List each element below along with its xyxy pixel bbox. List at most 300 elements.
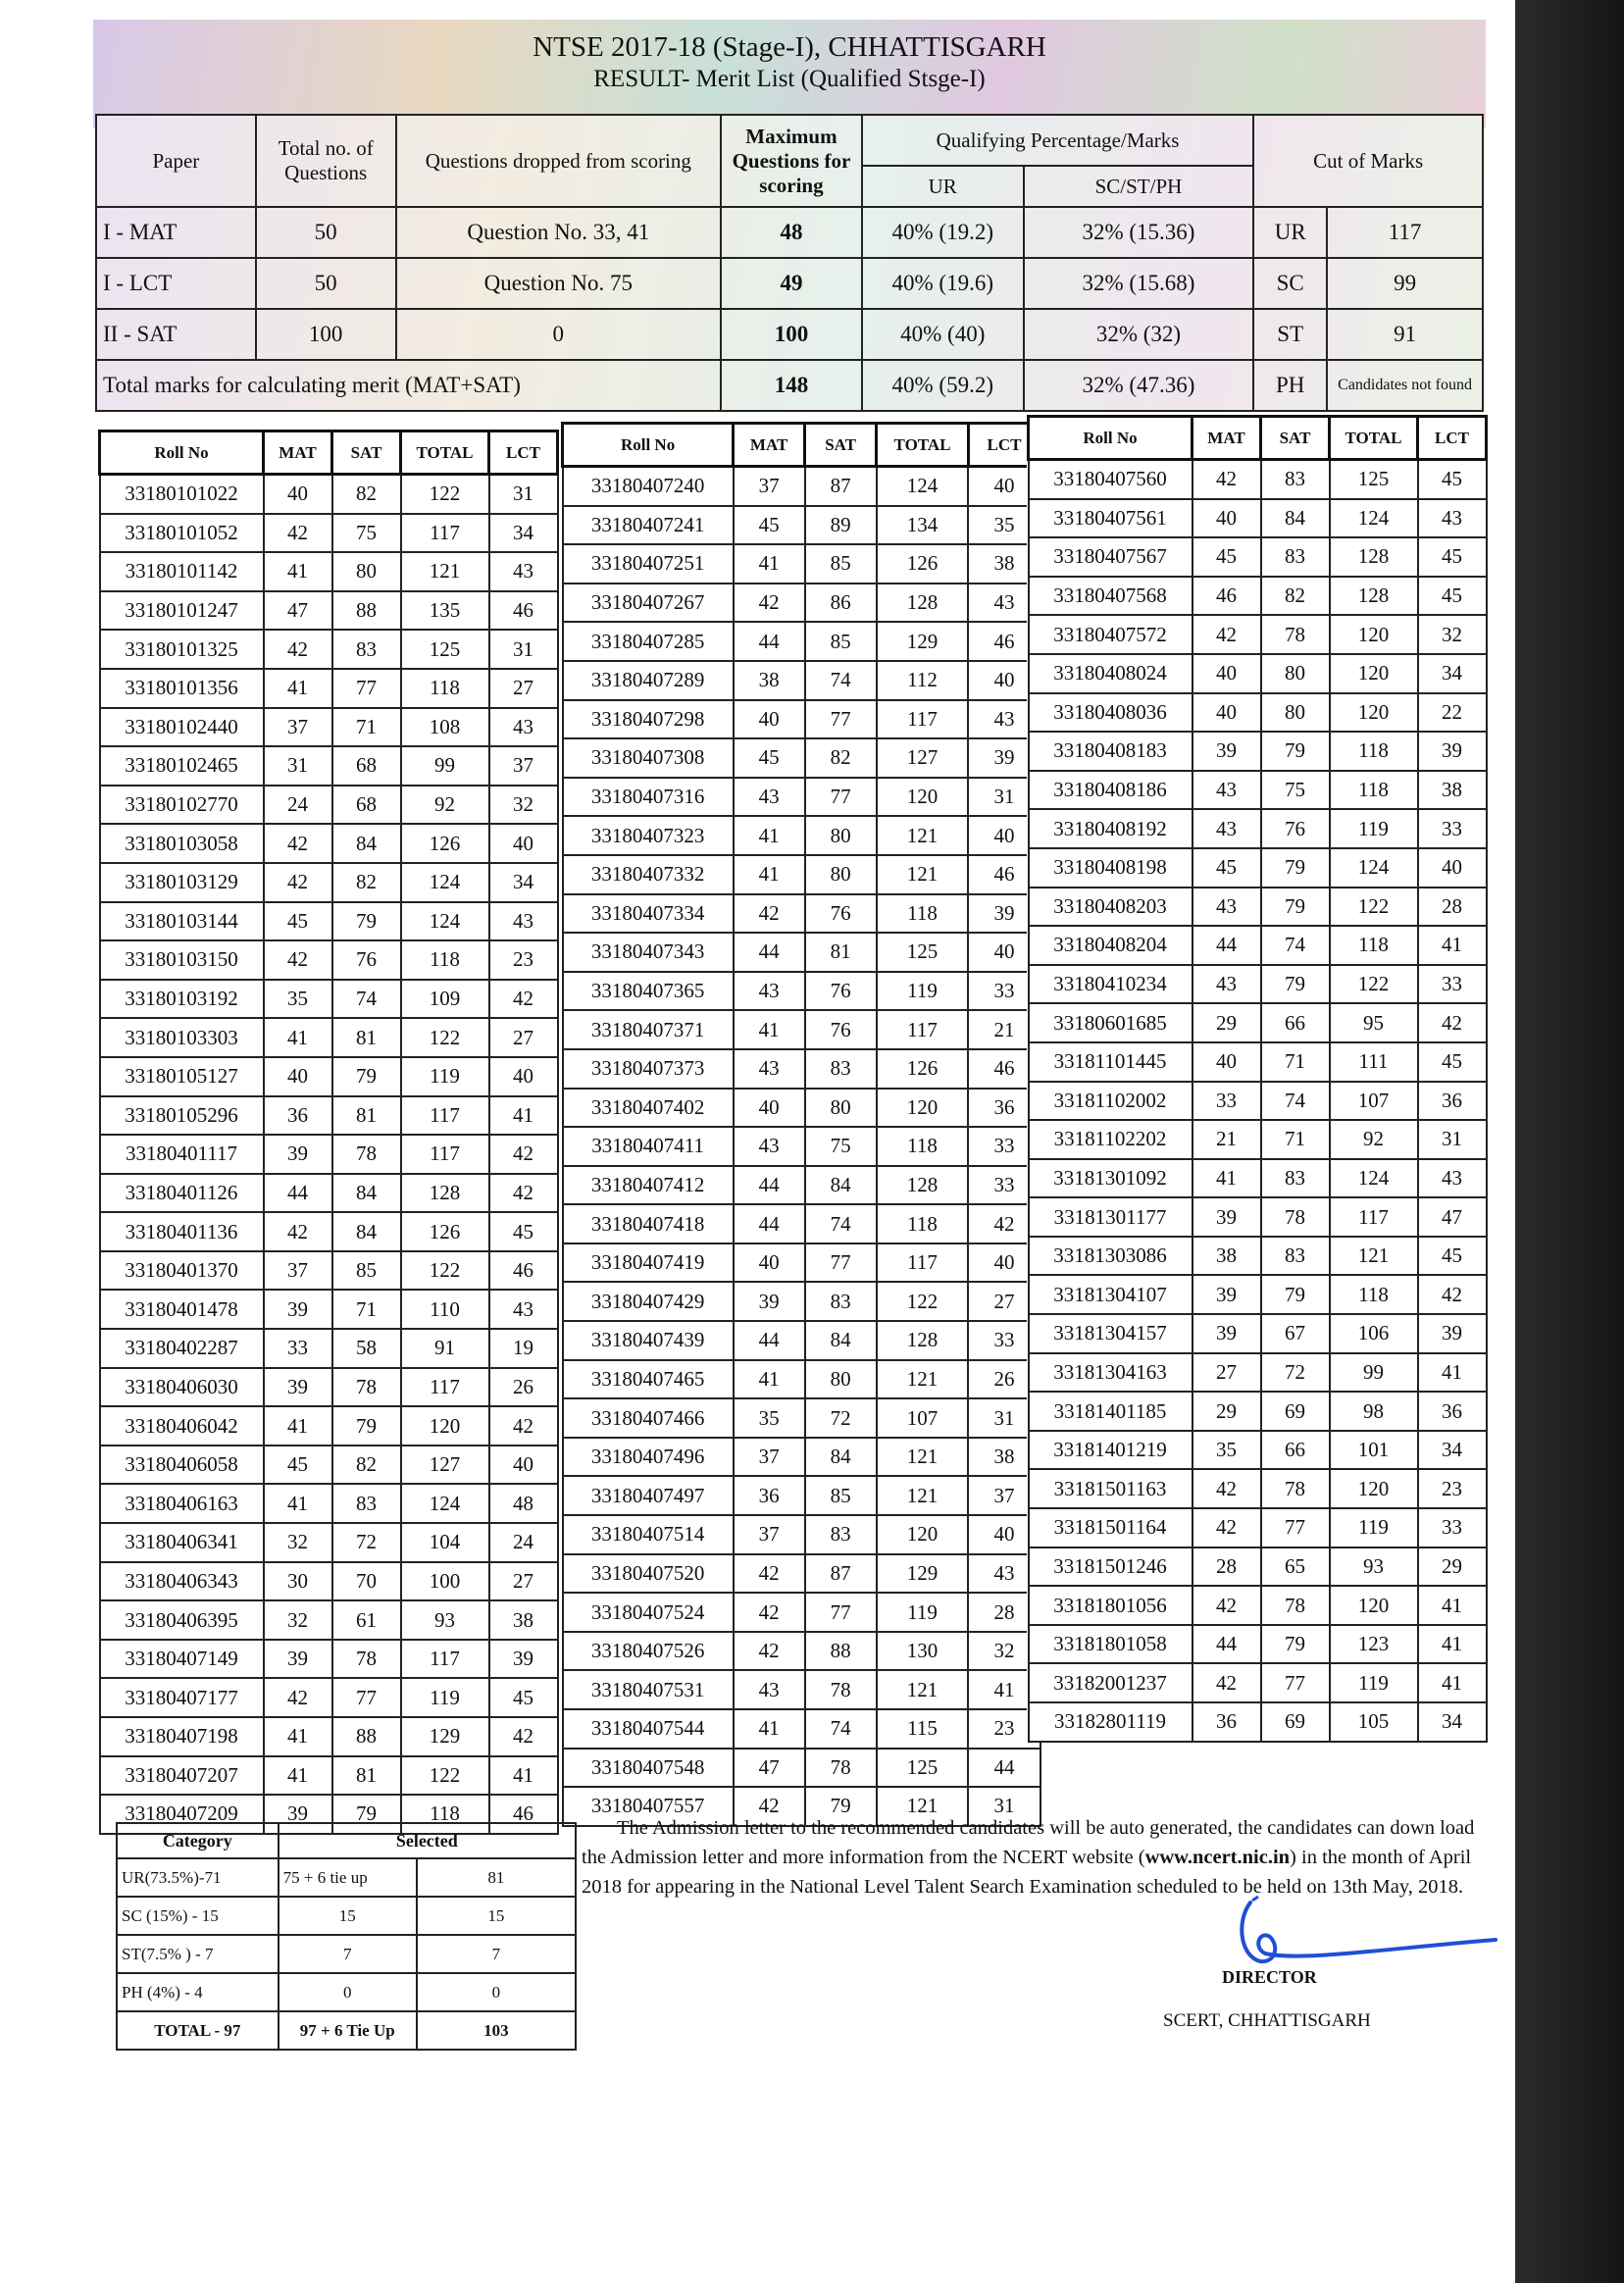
sat-score: 78 [1261, 1586, 1330, 1625]
sat-score: 78 [332, 1135, 401, 1174]
lct-score: 36 [1418, 1082, 1487, 1121]
table-row [100, 630, 558, 669]
merit-header-row [563, 424, 1040, 467]
table-row [1029, 732, 1487, 771]
sat-score: 78 [805, 1749, 877, 1788]
mat-score: 28 [1193, 1547, 1261, 1587]
mat-score: 36 [264, 1096, 332, 1136]
document-title: NTSE 2017-18 (Stage-I), CHHATTISGARH [533, 31, 1046, 63]
merit-header-row [1029, 417, 1487, 460]
mat-score: 47 [264, 591, 332, 631]
sat-score: 79 [805, 1787, 877, 1826]
mat-score: 38 [1193, 1237, 1261, 1276]
table-row [1029, 1042, 1487, 1082]
table-row [100, 1523, 558, 1562]
lct-score: 40 [968, 933, 1040, 972]
sat-score: 77 [805, 1243, 877, 1283]
roll-no: 33180407177 [100, 1678, 264, 1717]
total-score: 129 [401, 1717, 489, 1756]
dropped-questions: 0 [396, 309, 721, 360]
sat-score: 83 [805, 1049, 877, 1089]
sat-score: 83 [332, 630, 401, 669]
mat-score: 39 [1193, 1314, 1261, 1353]
total-score: 98 [1330, 1392, 1418, 1431]
total-score: 122 [401, 1251, 489, 1291]
lct-score: 46 [968, 1049, 1040, 1089]
sat-score: 71 [332, 1290, 401, 1329]
cutoff-category: SC [1253, 258, 1327, 309]
total-score: 134 [877, 506, 969, 545]
table-row [563, 1321, 1040, 1360]
roll-no: 33181102202 [1029, 1120, 1193, 1159]
sat-score: 79 [1261, 848, 1330, 888]
category-total-count: 103 [417, 2011, 576, 2050]
table-row [1029, 809, 1487, 848]
total-score: 122 [1330, 965, 1418, 1004]
lct-score: 43 [489, 1290, 558, 1329]
roll-no: 33180103192 [100, 980, 264, 1019]
table-row [563, 1476, 1040, 1515]
roll-no: 33180407560 [1029, 460, 1193, 499]
roll-no: 33180103150 [100, 940, 264, 980]
table-row [563, 661, 1040, 700]
total-max: 148 [721, 360, 862, 411]
mat-score: 30 [264, 1562, 332, 1601]
mat-score: 41 [734, 1360, 805, 1399]
total-score: 118 [877, 1127, 969, 1166]
lct-score: 37 [489, 746, 558, 786]
qualifying-scstph: 32% (15.36) [1024, 207, 1254, 258]
mat-score: 39 [264, 1640, 332, 1679]
table-row [563, 1282, 1040, 1321]
lct-score: 31 [489, 475, 558, 514]
total-score: 120 [877, 1515, 969, 1554]
total-score: 120 [401, 1406, 489, 1446]
category-count: 0 [417, 1973, 576, 2011]
mat-score: 42 [264, 514, 332, 553]
ncert-website-link[interactable]: www.ncert.nic.in [1144, 1847, 1291, 1868]
table-row [1029, 1237, 1487, 1276]
sat-score: 79 [1261, 888, 1330, 927]
sat-score: 83 [1261, 460, 1330, 499]
table-row [100, 1174, 558, 1213]
roll-no: 33180407544 [563, 1709, 734, 1749]
sat-score: 75 [332, 514, 401, 553]
roll-no: 33180401117 [100, 1135, 264, 1174]
roll-no: 33180407198 [100, 1717, 264, 1756]
mat-score: 21 [1193, 1120, 1261, 1159]
header-total-questions: Total no. of Questions [256, 115, 396, 207]
lct-score: 46 [489, 591, 558, 631]
sat-score: 85 [332, 1251, 401, 1291]
roll-no: 33181101445 [1029, 1042, 1193, 1082]
lct-score: 40 [1418, 848, 1487, 888]
sat-score: 81 [332, 1018, 401, 1057]
sat-score: 78 [332, 1368, 401, 1407]
total-score: 127 [877, 738, 969, 778]
roll-no: 33180407572 [1029, 615, 1193, 654]
mat-score: 42 [1193, 615, 1261, 654]
sat-score: 79 [1261, 965, 1330, 1004]
sat-score: 74 [805, 661, 877, 700]
mat-score: 42 [1193, 1663, 1261, 1702]
roll-no: 33180408183 [1029, 732, 1193, 771]
category-total-selected: 97 + 6 Tie Up [279, 2011, 417, 2050]
header-dropped: Questions dropped from scoring [396, 115, 721, 207]
roll-no: 33181801058 [1029, 1625, 1193, 1664]
total-score: 128 [1330, 577, 1418, 616]
total-score: 119 [877, 1593, 969, 1632]
table-row [100, 1057, 558, 1096]
total-score: 118 [1330, 926, 1418, 965]
sat-score: 83 [1261, 1237, 1330, 1276]
mat-score: 45 [264, 902, 332, 941]
roll-no: 33180407497 [563, 1476, 734, 1515]
mat-score: 42 [734, 1593, 805, 1632]
total-score: 91 [401, 1329, 489, 1368]
header-paper: Paper [96, 115, 256, 207]
roll-no: 33180407465 [563, 1360, 734, 1399]
mat-score: 41 [264, 552, 332, 591]
lct-score: 39 [968, 894, 1040, 934]
mat-score: 32 [264, 1600, 332, 1640]
dropped-questions: Question No. 33, 41 [396, 207, 721, 258]
mat-score: 40 [1193, 693, 1261, 733]
sat-score: 84 [805, 1166, 877, 1205]
total-score: 120 [877, 1089, 969, 1128]
sat-score: 69 [1261, 1392, 1330, 1431]
table-row [1029, 926, 1487, 965]
lct-score: 45 [1418, 1042, 1487, 1082]
mat-score: 40 [1193, 1042, 1261, 1082]
table-row [1029, 537, 1487, 577]
mat-score: 41 [734, 1709, 805, 1749]
mat-score: 44 [734, 622, 805, 661]
sat-score: 66 [1261, 1431, 1330, 1470]
total-score: 93 [401, 1600, 489, 1640]
notice-text-start: The Admission letter to the recommended candidates will be auto generated, the candidates can down load the Admission letter and more information from the NCERT website ( [582, 1817, 1475, 1868]
lct-score: 42 [489, 1406, 558, 1446]
category-count: 15 [417, 1897, 576, 1935]
lct-score: 23 [968, 1709, 1040, 1749]
lct-score: 39 [1418, 732, 1487, 771]
header-max-questions: Maximum Questions for scoring [721, 115, 862, 207]
total-score: 117 [1330, 1197, 1418, 1237]
lct-score: 40 [968, 467, 1040, 506]
sat-score: 58 [332, 1329, 401, 1368]
lct-score: 33 [968, 972, 1040, 1011]
category-row [117, 1973, 576, 2011]
total-score: 126 [877, 544, 969, 583]
total-score: 99 [1330, 1353, 1418, 1393]
table-row [100, 1368, 558, 1407]
table-row [563, 1438, 1040, 1477]
table-row [563, 1749, 1040, 1788]
table-row [1029, 1625, 1487, 1664]
total-score: 120 [1330, 615, 1418, 654]
mat-score: 42 [1193, 460, 1261, 499]
total-score: 100 [401, 1562, 489, 1601]
sat-score: 78 [1261, 1197, 1330, 1237]
total-score: 117 [401, 1135, 489, 1174]
sat-score: 68 [332, 786, 401, 825]
total-score: 101 [1330, 1431, 1418, 1470]
table-row [100, 1096, 558, 1136]
roll-no: 33180407365 [563, 972, 734, 1011]
total-score: 125 [877, 1749, 969, 1788]
table-row [100, 1717, 558, 1756]
merit-table-2 [561, 422, 1041, 1827]
table-row [1029, 1353, 1487, 1393]
total-score: 126 [401, 1212, 489, 1251]
roll-no: 33180406042 [100, 1406, 264, 1446]
mat-score: 41 [264, 1717, 332, 1756]
mat-score: 36 [734, 1476, 805, 1515]
roll-no: 33180406058 [100, 1446, 264, 1485]
mat-score: 42 [734, 1787, 805, 1826]
roll-no: 33180407567 [1029, 537, 1193, 577]
lct-score: 34 [1418, 1431, 1487, 1470]
total-score: 119 [1330, 809, 1418, 848]
lct-score: 35 [968, 506, 1040, 545]
total-score: 117 [401, 1096, 489, 1136]
cutoff-category: UR [1253, 207, 1327, 258]
lct-score: 41 [1418, 1625, 1487, 1664]
sat-score: 71 [332, 708, 401, 747]
mat-score: 33 [264, 1329, 332, 1368]
total-score: 115 [877, 1709, 969, 1749]
table-row [563, 1127, 1040, 1166]
table-row [563, 544, 1040, 583]
mat-score: 45 [1193, 537, 1261, 577]
sat-score: 74 [1261, 1082, 1330, 1121]
mat-score: 40 [1193, 654, 1261, 693]
summary-row [96, 207, 1483, 258]
roll-no: 33181401219 [1029, 1431, 1193, 1470]
qualifying-ur: 40% (19.6) [862, 258, 1024, 309]
roll-no: 33180101325 [100, 630, 264, 669]
roll-no: 33180101356 [100, 669, 264, 708]
category-row [117, 1897, 576, 1935]
mat-score: 43 [734, 1127, 805, 1166]
table-row [1029, 654, 1487, 693]
total-score: 92 [1330, 1120, 1418, 1159]
roll-no: 33180408204 [1029, 926, 1193, 965]
sat-score: 88 [805, 1632, 877, 1671]
lct-score: 34 [1418, 1702, 1487, 1742]
table-row [563, 816, 1040, 855]
table-row [563, 855, 1040, 894]
category-total-row [117, 2011, 576, 2050]
total-score: 104 [401, 1523, 489, 1562]
paper-name: II - SAT [96, 309, 256, 360]
mat-score: 44 [734, 1321, 805, 1360]
total-score: 122 [401, 1018, 489, 1057]
header-mat: MAT [734, 424, 805, 467]
lct-score: 42 [489, 1135, 558, 1174]
sat-score: 74 [805, 1709, 877, 1749]
lct-score: 46 [489, 1251, 558, 1291]
mat-score: 41 [264, 1018, 332, 1057]
total-score: 121 [877, 816, 969, 855]
table-row [1029, 1159, 1487, 1198]
total-score: 128 [877, 583, 969, 623]
document-subtitle: RESULT- Merit List (Qualified Stsge-I) [593, 66, 986, 92]
sat-score: 79 [1261, 1275, 1330, 1314]
total-score: 118 [401, 1795, 489, 1834]
table-row [563, 1632, 1040, 1671]
roll-no: 33180101022 [100, 475, 264, 514]
sat-score: 77 [805, 778, 877, 817]
mat-score: 42 [264, 940, 332, 980]
header-sat: SAT [805, 424, 877, 467]
max-questions: 100 [721, 309, 862, 360]
table-row [563, 1709, 1040, 1749]
mat-score: 32 [264, 1523, 332, 1562]
roll-no: 33180103058 [100, 824, 264, 863]
lct-score: 41 [1418, 1586, 1487, 1625]
mat-score: 46 [1193, 577, 1261, 616]
lct-score: 48 [489, 1484, 558, 1523]
table-row [563, 1049, 1040, 1089]
table-row [100, 940, 558, 980]
total-score: 117 [401, 1640, 489, 1679]
total-score: 124 [401, 863, 489, 902]
total-score: 93 [1330, 1547, 1418, 1587]
table-row [1029, 965, 1487, 1004]
sat-score: 70 [332, 1562, 401, 1601]
table-row [563, 1089, 1040, 1128]
lct-score: 33 [968, 1321, 1040, 1360]
table-row [100, 669, 558, 708]
mat-score: 43 [1193, 771, 1261, 810]
sat-score: 81 [332, 1756, 401, 1796]
table-row [100, 1406, 558, 1446]
lct-score: 41 [1418, 1353, 1487, 1393]
table-row [563, 1554, 1040, 1594]
total-score: 118 [1330, 771, 1418, 810]
qualifying-ur: 40% (40) [862, 309, 1024, 360]
header-category: Category [117, 1823, 279, 1858]
roll-no: 33180401370 [100, 1251, 264, 1291]
roll-no: 33180407524 [563, 1593, 734, 1632]
lct-score: 28 [1418, 888, 1487, 927]
roll-no: 33180401126 [100, 1174, 264, 1213]
roll-no: 33180103129 [100, 863, 264, 902]
mat-score: 42 [1193, 1586, 1261, 1625]
roll-no: 33180407251 [563, 544, 734, 583]
qualifying-scstph: 32% (32) [1024, 309, 1254, 360]
table-row [100, 824, 558, 863]
table-row [1029, 1120, 1487, 1159]
lct-score: 45 [1418, 460, 1487, 499]
lct-score: 34 [489, 514, 558, 553]
mat-score: 40 [264, 1057, 332, 1096]
total-score: 110 [401, 1290, 489, 1329]
lct-score: 38 [968, 1438, 1040, 1477]
sat-score: 82 [332, 863, 401, 902]
total-score: 121 [877, 1476, 969, 1515]
sat-score: 77 [332, 1678, 401, 1717]
roll-no: 33181501246 [1029, 1547, 1193, 1587]
table-row [1029, 888, 1487, 927]
roll-no: 33180407332 [563, 855, 734, 894]
sat-score: 83 [1261, 537, 1330, 577]
roll-no: 33180101247 [100, 591, 264, 631]
roll-no: 33180101142 [100, 552, 264, 591]
total-score: 123 [1330, 1625, 1418, 1664]
roll-no: 33180401478 [100, 1290, 264, 1329]
mat-score: 40 [734, 700, 805, 739]
lct-score: 43 [489, 902, 558, 941]
total-score: 118 [877, 894, 969, 934]
sat-score: 66 [1261, 1003, 1330, 1042]
mat-score: 39 [264, 1795, 332, 1834]
lct-score: 41 [1418, 926, 1487, 965]
sat-score: 80 [1261, 693, 1330, 733]
mat-score: 41 [264, 1756, 332, 1796]
total-score: 117 [401, 514, 489, 553]
table-row [100, 1484, 558, 1523]
table-row [1029, 1469, 1487, 1508]
table-row [1029, 1586, 1487, 1625]
lct-score: 23 [489, 940, 558, 980]
total-score: 117 [877, 1243, 969, 1283]
lct-score: 41 [1418, 1663, 1487, 1702]
mat-score: 45 [1193, 848, 1261, 888]
roll-no: 33180408203 [1029, 888, 1193, 927]
sat-score: 84 [1261, 499, 1330, 538]
lct-score: 32 [489, 786, 558, 825]
mat-score: 43 [734, 972, 805, 1011]
lct-score: 39 [968, 738, 1040, 778]
total-score: 129 [877, 622, 969, 661]
sat-score: 71 [1261, 1042, 1330, 1082]
roll-no: 33180406341 [100, 1523, 264, 1562]
total-score: 130 [877, 1632, 969, 1671]
roll-no: 33180407285 [563, 622, 734, 661]
mat-score: 45 [264, 1446, 332, 1485]
total-score: 119 [1330, 1508, 1418, 1547]
lct-score: 22 [1418, 693, 1487, 733]
mat-score: 44 [1193, 926, 1261, 965]
category-selected: 15 [279, 1897, 417, 1935]
roll-no: 33181102002 [1029, 1082, 1193, 1121]
lct-score: 38 [489, 1600, 558, 1640]
total-score: 122 [401, 1756, 489, 1796]
roll-no: 33180407308 [563, 738, 734, 778]
sat-score: 79 [332, 1057, 401, 1096]
roll-no: 33180601685 [1029, 1003, 1193, 1042]
total-score: 124 [401, 1484, 489, 1523]
table-row [563, 1204, 1040, 1243]
lct-score: 33 [968, 1127, 1040, 1166]
lct-score: 41 [968, 1670, 1040, 1709]
roll-no: 33180407411 [563, 1127, 734, 1166]
roll-no: 33180407334 [563, 894, 734, 934]
roll-no: 33180408198 [1029, 848, 1193, 888]
total-score: 124 [1330, 499, 1418, 538]
sat-score: 84 [805, 1438, 877, 1477]
sat-score: 85 [805, 544, 877, 583]
mat-score: 37 [734, 467, 805, 506]
table-row [100, 746, 558, 786]
sat-score: 81 [805, 933, 877, 972]
roll-no: 33180102465 [100, 746, 264, 786]
header-lct: LCT [1418, 417, 1487, 460]
total-score: 118 [1330, 732, 1418, 771]
mat-score: 42 [264, 1212, 332, 1251]
